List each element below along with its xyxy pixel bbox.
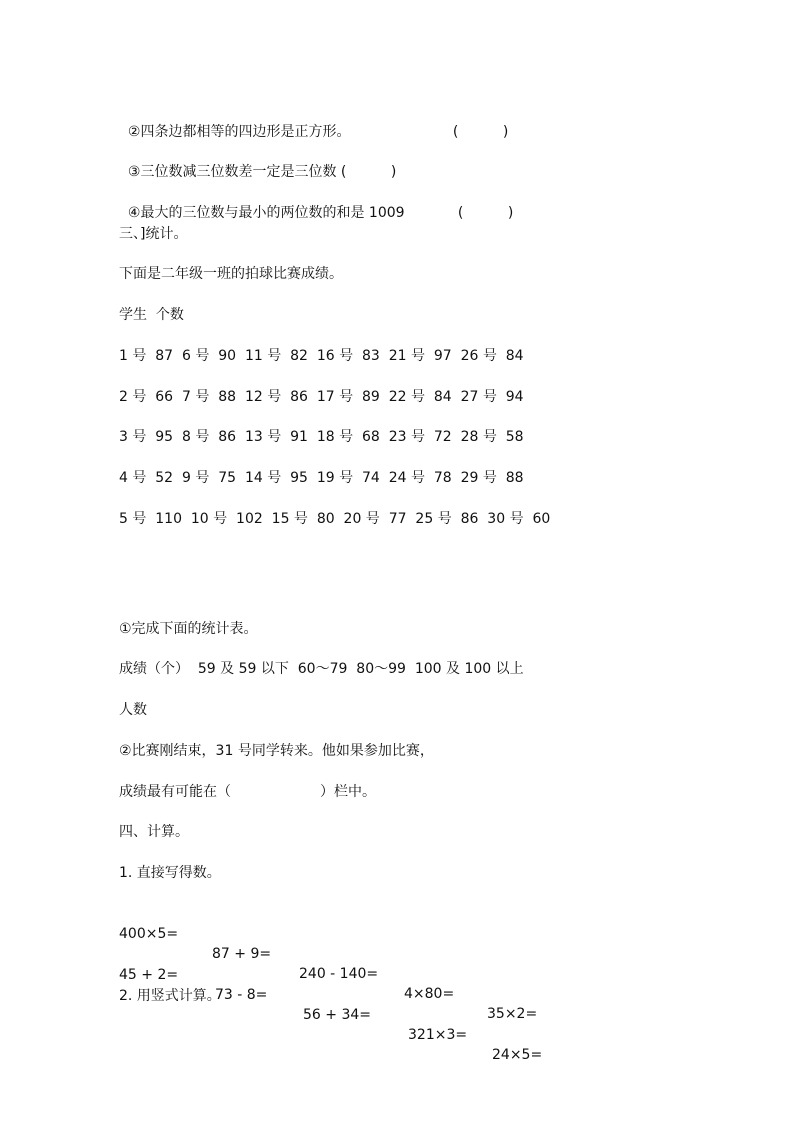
- statistics-header: 学生 个数: [119, 307, 184, 323]
- statistics-question-2-line-1: ②比赛刚结束，31 号同学转来。他如果参加比赛，: [119, 743, 434, 759]
- judgement-item-3-text: ③三位数减三位数差一定是三位数 ( ): [127, 164, 397, 180]
- statistics-row: 1 号 87 6 号 90 11 号 82 16 号 83 21 号 97 26 号 84: [119, 348, 524, 364]
- calc-item: 45 + 2=: [119, 967, 179, 983]
- calculation-sub-1: 1. 直接写得数。: [119, 865, 221, 881]
- statistics-row: 2 号 66 7 号 88 12 号 86 17 号 89 22 号 84 27 号 94: [119, 389, 524, 405]
- judgement-item-2-text: ②四条边都相等的四边形是正方形。: [127, 124, 351, 140]
- calc-item: 240 - 140=: [299, 966, 379, 982]
- statistics-question-1: ①完成下面的统计表。: [119, 621, 258, 637]
- judgement-item-4: [119, 183, 405, 223]
- statistics-row: 4 号 52 9 号 75 14 号 95 19 号 74 24 号 78 29 号 88: [119, 470, 524, 486]
- statistics-row: 5 号 110 10 号 102 15 号 80 20 号 77 25 号 86 30 号 60: [119, 511, 551, 527]
- statistics-table-row-label: 人数: [119, 702, 147, 718]
- judgement-item-2: [119, 102, 350, 142]
- calculation-sub-2: 2. 用竖式计算。: [119, 988, 221, 1004]
- judgement-item-2-answer-paren[interactable]: ( ): [452, 124, 509, 140]
- calc-item: 4×80=: [404, 986, 455, 1002]
- calc-item: 56 + 34=: [303, 1007, 371, 1023]
- statistics-row: 3 号 95 8 号 86 13 号 91 18 号 68 23 号 72 28 号 58: [119, 429, 524, 445]
- calc-item: 400×5=: [119, 926, 179, 942]
- section-3-heading: 三、]统计。: [119, 226, 188, 242]
- statistics-table-header: 成绩（个） 59 及 59 以下 60～79 80～99 100 及 100 以上: [119, 661, 524, 677]
- calc-item: 73 - 8=: [215, 987, 268, 1003]
- statistics-question-2-line-2: 成绩最有可能在（ ）栏中。: [119, 784, 377, 800]
- judgement-item-3: [119, 142, 396, 182]
- judgement-item-4-answer-paren[interactable]: ( ): [457, 205, 514, 221]
- section-4-heading: 四、计算。: [119, 824, 189, 840]
- statistics-intro: 下面是二年级一班的拍球比赛成绩。: [119, 266, 343, 282]
- calc-item: 87 + 9=: [212, 946, 272, 962]
- calc-item: 35×2=: [487, 1006, 538, 1022]
- calc-item: 321×3=: [408, 1027, 468, 1043]
- calc-item: 24×5=: [492, 1047, 543, 1063]
- judgement-item-4-text: ④最大的三位数与最小的两位数的和是 1009: [127, 205, 405, 221]
